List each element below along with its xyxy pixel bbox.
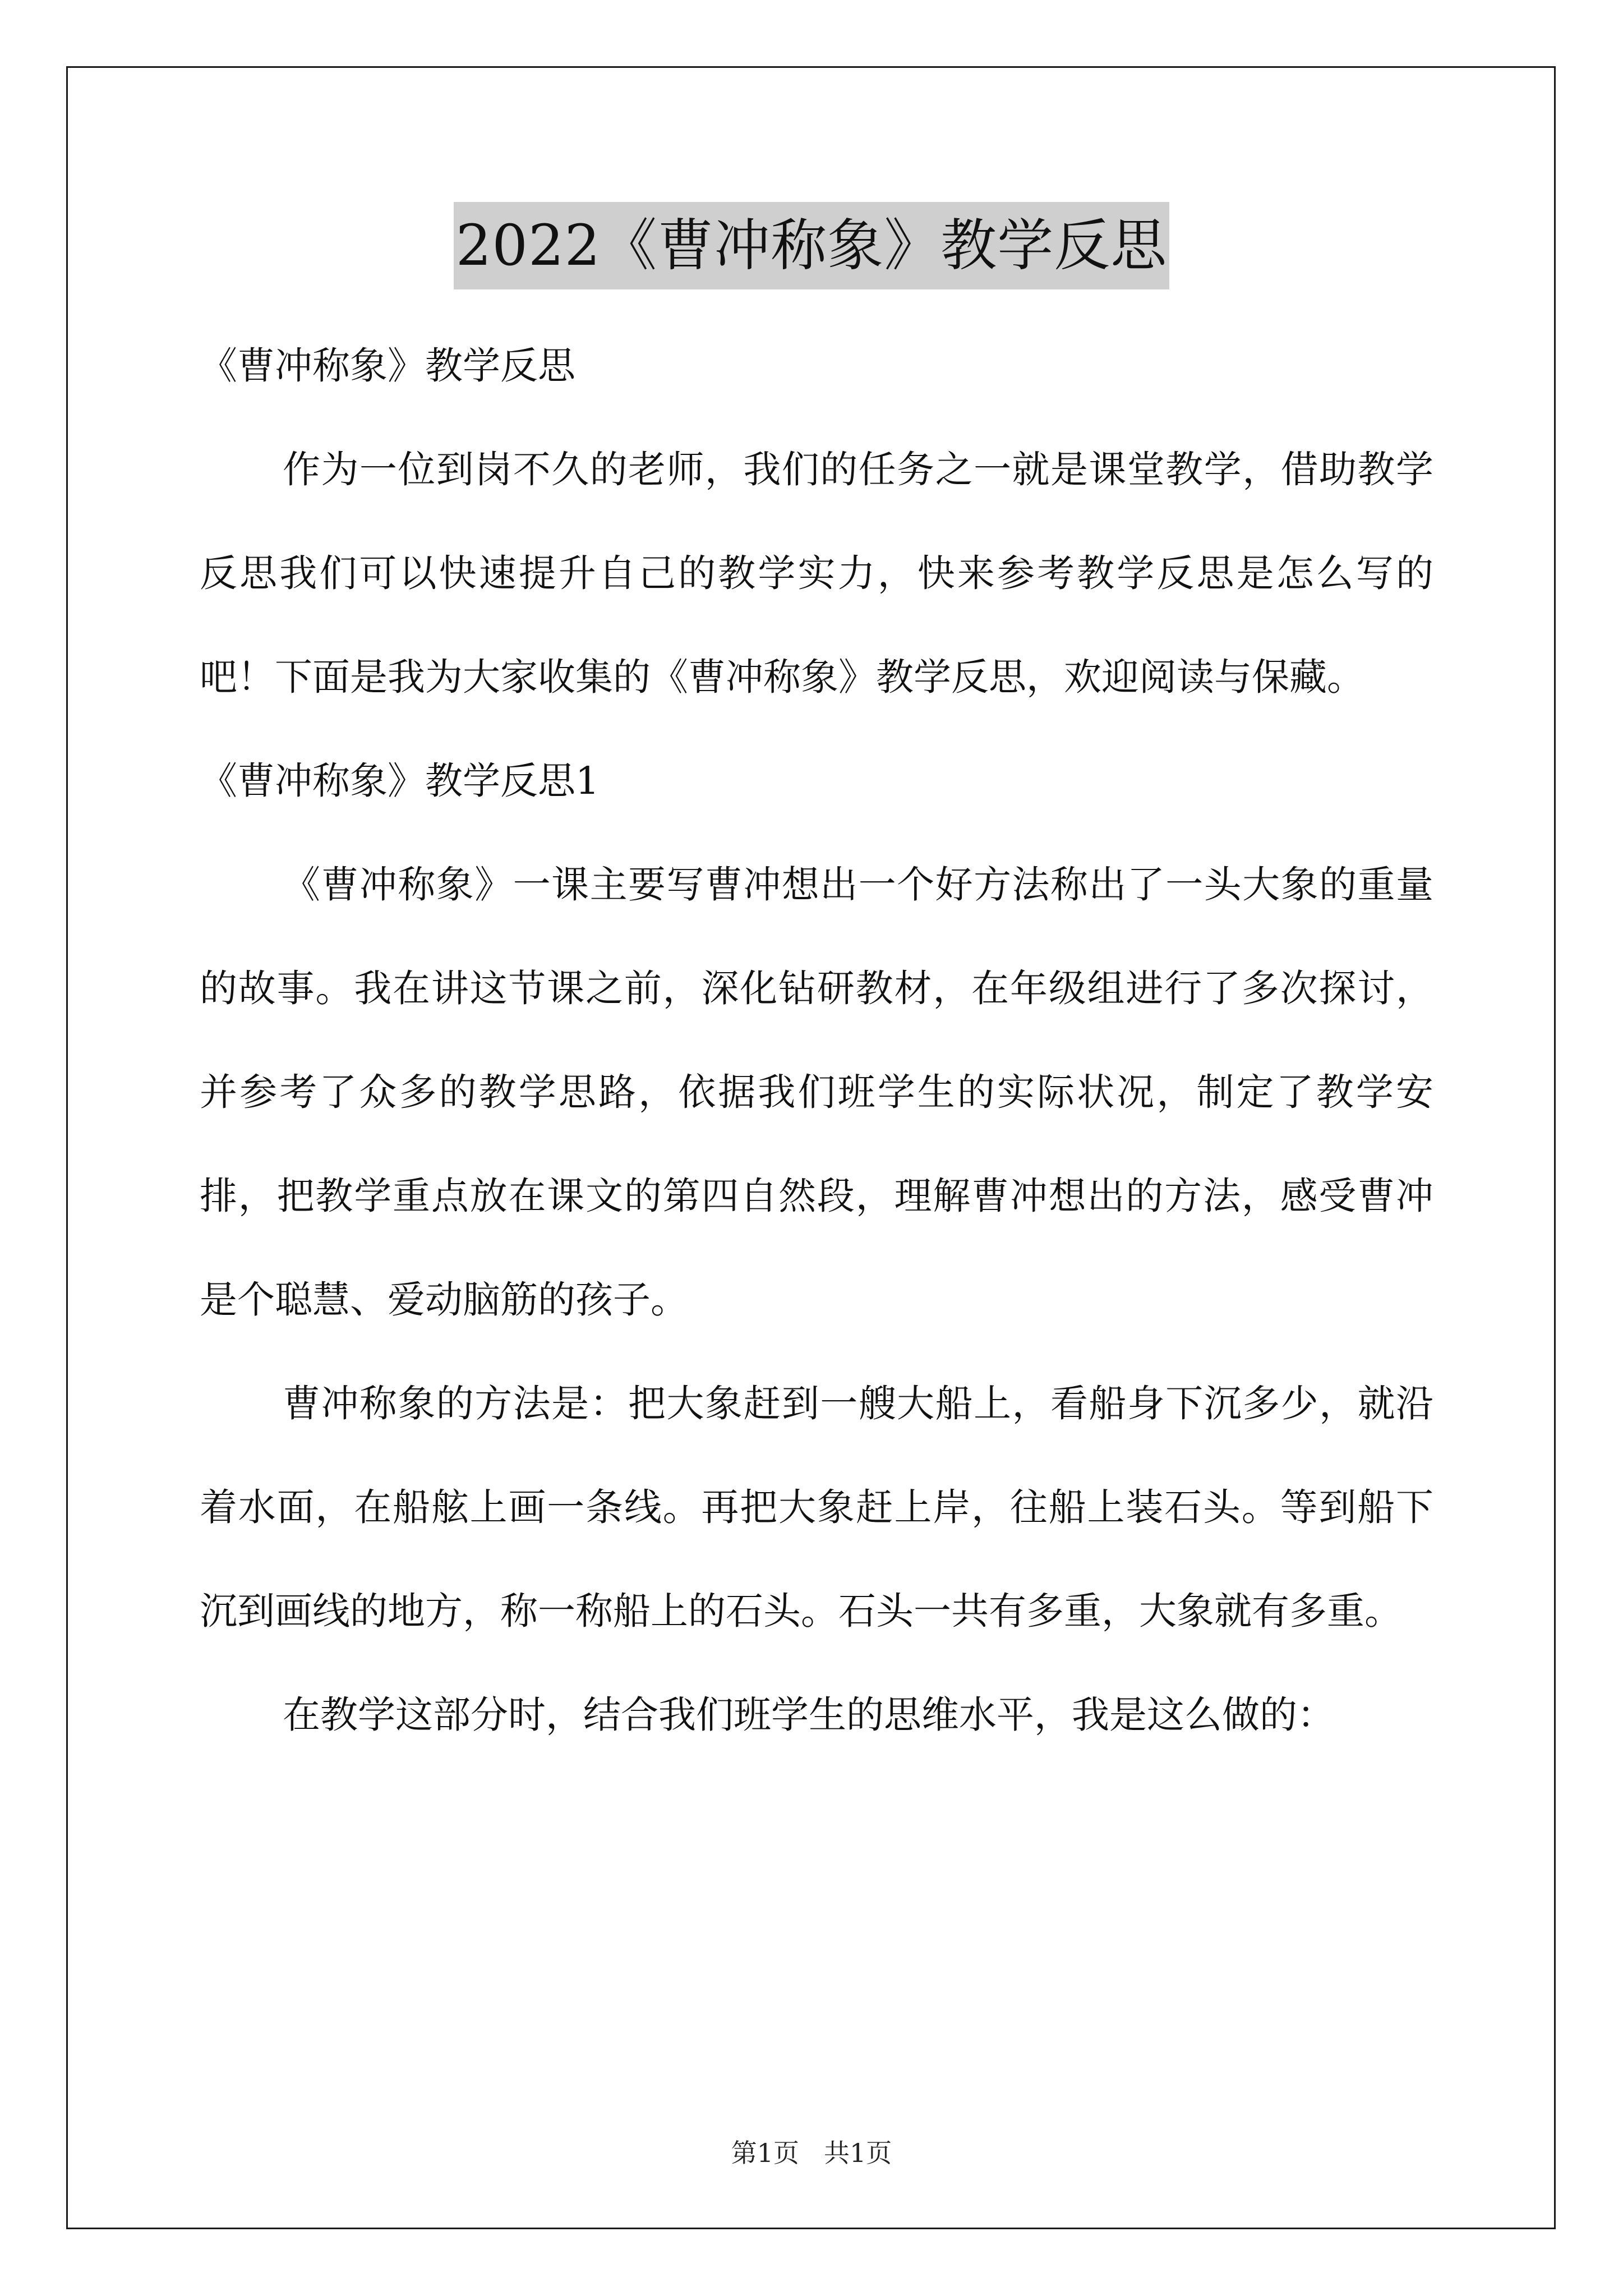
intro-paragraph: 作为一位到岗不久的老师，我们的任务之一就是课堂教学，借助教学反思我们可以快速提升自己的教学实力，快来参考教学反思是怎么写的吧！下面是我为大家收集的《曹冲称象》教学反思，欢迎阅读与保藏。 (200, 448, 1433, 699)
page-total: 共1页 (823, 2138, 892, 2168)
page-number: 第1页 (731, 2138, 800, 2168)
body-paragraph-2: 曹冲称象的方法是：把大象赶到一艘大船上，看船身下沉多少，就沿着水面，在船舷上画一条线。再把大象赶上岸，往船上装石头。等到船下沉到画线的地方，称一称船上的石头。石头一共有多重，大象就有多重。 (200, 1382, 1433, 1633)
title-container (0, 202, 1623, 289)
body-paragraph-3: 在教学这部分时，结合我们班学生的思维水平，我是这么做的： (283, 1693, 1335, 1737)
body-paragraph-1: 《曹冲称象》一课主要写曹冲想出一个好方法称出了一头大象的重量的故事。我在讲这节课之前，深化钻研教材，在年级组进行了多次探讨，并参考了众多的教学思路，依据我们班学生的实际状况，制定了教学安排，把教学重点放在课文的第四自然段，理解曹冲想出的方法，感受曹冲是个聪慧、爱动脑筋的孩子。 (200, 863, 1433, 1322)
document-body (200, 314, 1433, 1767)
section-heading-1: 《曹冲称象》教学反思1 (200, 759, 600, 803)
page-footer (0, 2136, 1623, 2170)
document-title: 2022《曹冲称象》教学反思 (454, 202, 1170, 289)
section-heading: 《曹冲称象》教学反思 (200, 344, 575, 388)
